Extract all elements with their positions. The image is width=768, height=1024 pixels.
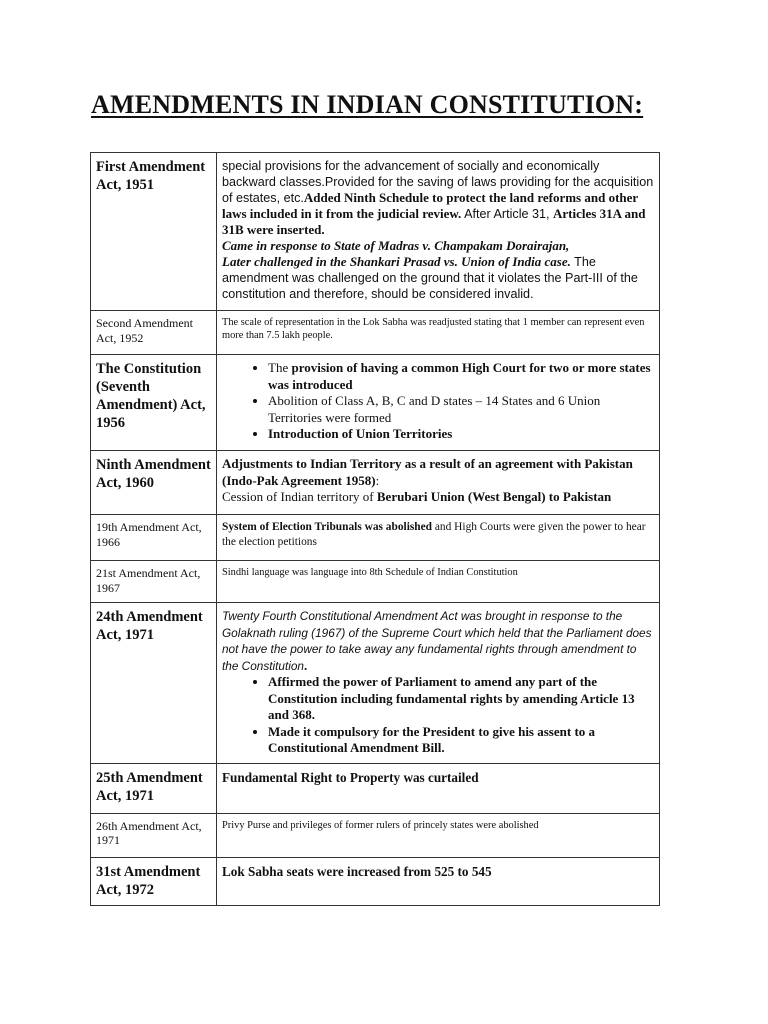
description-bold-text: Made it compulsory for the President to give his assent to a Constitutional Amendment Bill. [268,723,596,755]
description-bold-text: Articles 31A and 31B were inserted. [222,206,646,237]
amendment-name-cell [91,311,217,355]
amendment-name-cell [91,153,217,311]
description-text: : [375,472,380,488]
amendment-description-cell [217,603,660,764]
description-bold-text: provision of having a common High Court for two or more states was introduced [268,360,651,392]
description-text: The scale of representation in the Lok Sabha was readjusted stating that 1 member can represent even more than 7.5 lakh people. [222,317,645,341]
description-text: . [303,657,308,673]
amendment-name: 19th Amendment Act, 1966 [96,520,202,549]
list-item [268,360,654,393]
description-text: The amendment was challenged on the ground that it violates the Part-III of the constitution and therefore, should be considered invalid. [222,255,638,301]
description-bold-italic-text: Came in response to State of Madras v. Champakam Dorairajan, [222,238,570,253]
amendment-name: Ninth Amendment Act, 1960 [96,457,211,491]
description-text: and High Courts were given the power to hear the election petitions [222,521,646,548]
list-item [268,393,654,426]
list-item [268,674,654,724]
amendment-name-cell [91,451,217,515]
bullet-list [222,674,654,757]
table-row [91,561,660,603]
description-text: The [268,360,292,375]
table-row [91,603,660,764]
amendment-name: 25th Amendment Act, 1971 [96,769,203,804]
table-row [91,153,660,311]
amendment-name-cell [91,763,217,813]
amendment-name-cell [91,603,217,764]
table-row [91,451,660,515]
description-bold-italic-text: Later challenged in the Shankari Prasad vs. Union of India case. [222,254,571,269]
description-text: After Article 31, [461,207,554,221]
amendment-name: Second Amendment Act, 1952 [96,316,193,345]
description-bold-text: Adjustments to Indian Territory as a result of an agreement with Pakistan (Indo-Pak Agreement 1958) [222,456,633,488]
table-row [91,763,660,813]
amendment-description-cell [217,515,660,561]
amendment-name: First Amendment Act, 1951 [96,159,206,193]
description-bold-text: Introduction of Union Territories [268,426,453,441]
description-bold-text: Lok Sabha seats were increased from 525 to 545 [222,863,492,879]
list-item [268,426,654,443]
amendment-name: 26th Amendment Act, 1971 [96,818,202,847]
amendment-name-cell [91,857,217,905]
amendment-name-cell [91,515,217,561]
description-bold-text: Added Ninth Schedule to protect the land reforms and other laws included in it from the judicial review. [222,190,638,221]
description-bold-text: System of Election Tribunals was abolished [222,521,433,533]
description-text: Cession of Indian territory of [222,489,377,504]
bullet-list [222,360,654,443]
description-bold-text: Affirmed the power of Parliament to amend any part of the Constitution including fundamental rights by amending Article 13 and 368. [268,674,635,722]
amendment-description-cell [217,763,660,813]
description-text: Abolition of Class A, B, C and D states – 14 States and 6 Union Territories were formed [268,393,601,425]
list-item [268,724,654,757]
table-row [91,311,660,355]
amendment-name-cell [91,561,217,603]
amendment-description-cell [217,355,660,451]
amendment-name: 24th Amendment Act, 1971 [96,609,203,643]
description-text: Sindhi language was language into 8th Schedule of Indian Constitution [222,567,518,578]
amendment-description-cell [217,311,660,355]
amendment-description-cell [217,857,660,905]
description-bold-text: Berubari Union (West Bengal) to Pakistan [376,489,612,504]
amendments-table [90,152,660,906]
amendment-name-cell [91,813,217,857]
description-text: special provisions for the advancement of socially and economically backward classes.Provided for the saving of laws providing for the acquisition of estates, etc. [222,159,654,205]
description-text: Privy Purse and privileges of former rulers of princely states were abolished [222,819,539,831]
amendment-description-cell [217,153,660,311]
description-bold-text: Fundamental Right to Property was curtailed [222,769,479,785]
amendment-description-cell [217,451,660,515]
description-italic-text: Twenty Fourth Constitutional Amendment Act was brought in response to the Golaknath ruling (1967) of the Supreme Court which held that the Parliament does not have the power to take away any fundamental rights through amendment to the Constitution [222,609,652,673]
table-row [91,813,660,857]
amendment-description-cell [217,561,660,603]
table-row [91,355,660,451]
amendment-name-cell [91,355,217,451]
amendment-description-cell [217,813,660,857]
amendment-name: The Constitution (Seventh Amendment) Act, 1956 [96,361,206,431]
amendment-name: 31st Amendment Act, 1972 [96,863,201,898]
table-row [91,857,660,905]
amendment-name: 21st Amendment Act, 1967 [96,566,201,595]
page-title: AMENDMENTS IN INDIAN CONSTITUTION: [91,90,644,119]
table-row [91,515,660,561]
